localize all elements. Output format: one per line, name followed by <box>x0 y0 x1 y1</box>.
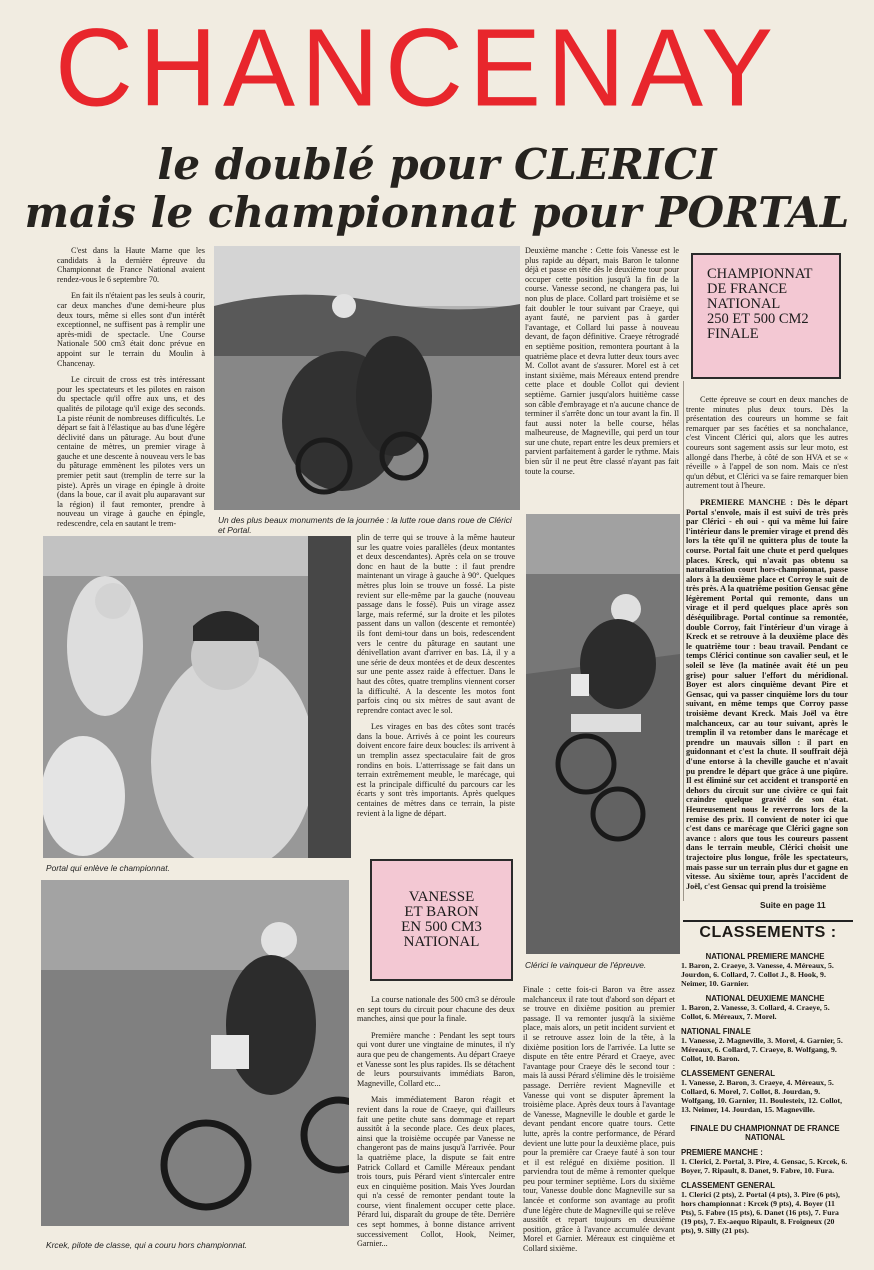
caption-photo-3: Clérici le vainqueur de l'épreuve. <box>525 960 647 970</box>
column-divider <box>683 381 684 901</box>
paragraph: Les virages en bas des côtes sont tracés dans la boue. Arrivés à ce point les coureurs doivent encore faire deux boucles: ils arrivent à un tremplin assez spectaculaire fait de gros rondins en bois. L'atterrissage se fait dans un terrain extrêmement meuble, le marécage, qui est la principale difficulté du parcours car les écarts y sont très importants. Après quelques centaines de mètres dans ce terrain, la piste revient à la ligne de départ. <box>357 722 515 818</box>
result-block <box>681 994 849 1021</box>
article-column-5 <box>357 995 515 1253</box>
result-text: 1. Vanesse, 2. Baron, 3. Craeye, 4. Méreaux, 5. Collard, 6. Morel, 7. Collot, 8. Jourdan, 9. Wolfgang, 10. Garnier, 11. Boulesteix, 12. Collot, 13. Neimer, 14. Jourdan, 15. Magneville. <box>681 1078 843 1114</box>
photo-clerici-portal-duel <box>214 246 520 510</box>
box-line: NATIONAL <box>403 934 480 950</box>
result-text: 1. Vanesse, 2. Magneville, 3. Morel, 4. Garnier, 5. Méreaux, 6. Collard, 7. Craeye, 8. Wolfgang, 9. Collot, 10. Baron. <box>681 1036 843 1063</box>
paragraph: PREMIERE MANCHE : Dès le départ Portal s'envole, mais il est suivi de très près par Clérici - eh oui - qui va même lui faire l'intérieur dans le premier virage et prend dès lors la tête qu'il ne quittera plus de toute la course. Portal fait une chute et perd quelques places. Kreck, qui n'avait pas obtenu sa naturalisation court hors-championnat, passe alors à la deuxième place et Corroy le suit de très près. A la quatrième position Gensac gêne légèrement Portal qui remonte, dans un virage et il perd quelques place après son déséquilibrage. Portal continue sa remontée, double Corroy, fait l'intérieur d'un virage à Kreck et se retrouve à la deuxième place dès le quatrième tour : beau travail. Pendant ce temps Clérici continue son cavalier seul, et le soleil se lève (la matinée avait été un peu grise) pour saluer l'effort du méridional. Boyer est alors cinquième devant Pire et Gensac, qui va passer cinquième lors du tour suivant, en même temps que Corroy passe troisième devant Kreck. Mais Joël va être malchanceux, car au tour suivant, après le tremplin il va retomber dans le marécage et prendre un mauvais sillon : il part en guidonnant et c'est la chute. Il souffrait déjà d'une entorse à la cheville gauche et n'avait pu prendre le départ que grâce à une piqûre. Il est éliminé sur cet accident et transporté en dehors du circuit sur une civière ce qui fait craindre quelque gravité de son état. Heureusement nous le reverrons lors de la remise des prix. Il convient de noter ici que c'est dans ce marécage que Clérici gagne son avance : alors que tous les coureurs passent dans le terrain meuble, Clérici choisit une trajectoire plus longue, frôle les spectateurs, mais passe sur un terrain plus dur et gagne en vitesse. Au sixième tour, après l'accident de Joël, c'est Gensac qui prend la troisième <box>686 497 848 891</box>
result-heading: NATIONAL DEUXIEME MANCHE <box>705 994 825 1003</box>
result-block <box>681 1148 849 1175</box>
result-heading: CLASSEMENT GENERAL <box>681 1069 776 1078</box>
classements-title: CLASSEMENTS : <box>683 920 853 942</box>
box-line: VANESSE <box>408 889 475 905</box>
box-line: ET BARON <box>404 904 479 920</box>
photo-clerici-winner <box>526 514 680 954</box>
result-heading: PREMIERE MANCHE : <box>681 1148 763 1157</box>
result-text: 1. Baron, 2. Craeye, 3. Vanesse, 4. Méreaux, 5. Jourdon, 6. Collard, 7. Collot J., 8. Hook, 9. Neimer, 10. Garnier. <box>681 961 834 988</box>
result-text: 1. Clerici, 2. Portal, 3. Pire, 4. Gensac, 5. Krcek, 6. Boyer, 7. Ripault, 8. Danet, 9. Fabre, 10. Fura. <box>681 1157 848 1175</box>
result-heading: FINALE DU CHAMPIONNAT DE FRANCE NATIONAL <box>690 1124 840 1142</box>
result-text: 1. Baron, 2. Vanesse, 3. Collard, 4. Craeye, 5. Collot, 6. Méreaux, 7. Morel. <box>681 1003 830 1021</box>
article-column-3 <box>525 246 679 508</box>
paragraph: plin de terre qui se trouve à la même hauteur sur les quatre voies parallèles (deux montantes et deux descendantes). Après cela on se trouve donc en haut de la butte : il faut prendre maintenant un virage à gauche à 90°. Quelques mètres plus loin se trouve un fossé. La piste revient sur elle-même par la gauche (nouveau passage dans le fossé). Puis un virage assez large, mais refermé, sur la droite et les pilotes passent dans un vallon (descente et remontée) ils font demi-tour dans un bois, redescendent vers le centre du pâturage en sautant une dénivellation avant d'arriver en bas. Là, il y a une série de deux montées et de deux descentes sur une pente assez raide à effectuer. Dans le haut des côtes, quatre tremplins viennent corser la difficulté. A la descente les motos font parfois cinq ou six mètres de saut avant de reprendre contact avec le sol. <box>357 533 515 715</box>
result-heading: CLASSEMENT GENERAL <box>681 1181 776 1190</box>
result-text: 1. Clerici (2 pts), 2. Portal (4 pts), 3. Pire (6 pts), hors championnat : Krcek (9 pts), 4. Boyer (11 Pts), 5. Fabre (15 pts), 6. Danet (16 pts), 7. Fura (19 pts), 7. Ex-aequo Ripault, 8. Froigneux (20 pts), 9. Silly (21 pts). <box>681 1190 841 1235</box>
result-heading: NATIONAL FINALE <box>681 1027 751 1036</box>
subtitle-line-1: le doublé pour CLERICI <box>157 140 717 189</box>
photo-portal-portrait <box>43 536 351 858</box>
article-column-6 <box>523 985 675 1257</box>
box-line: DE FRANCE <box>707 281 788 297</box>
article-column-1 <box>57 246 205 528</box>
results-list <box>681 946 849 1235</box>
paragraph: Cette épreuve se court en deux manches de trente minutes plus deux tours. Dès la présentation des coureurs un homme se fait remarquer par ses facéties et sa nonchalance, c'est Vincent Clérici qui, alors que les autres coureurs sont sagement assis sur leur moto, est allongé dans l'herbe, à côté de son HVA et se « réveille » à l'appel de son nom. Mais ce n'est qu'un début, et Clérici va se faire remarquer bien autrement tout à l'heure. <box>686 395 848 491</box>
paragraph: Deuxième manche : Cette fois Vanesse est le plus rapide au départ, mais Baron le talonne déjà et passe en tête dès le deuxième tour pour occuper cette position jusqu'à la fin de la course. Vanesse second, ne changera pas, lui non plus de place. Collard part troisième et se fait doubler le tour suivant par Craeye, qui ayant fauté, ne parvient pas à garder l'avantage, et Collard lui passe à nouveau devant, de façon définitive. Craeye rétrogradé en septième position, remontera pourtant à la quatrième place et devra lutter deux tours avec M. Collot avant de s'assurer. Morel est à cet instant sixième, mais Méreaux entend prendre cette place et double Collot qui devient septième. Garnier jusqu'alors huitième casse son câble d'embrayage et n'a aucune chance de terminer il s'arrête donc un tour avant la fin. Il faut aussi noter la belle course, hélas malheureuse, de Magneville, qui perd un tour sur une chute, repart entre les deux premiers et parvient parfaitement à garder le rythme. Mais bien sûr il ne peut être classé n'ayant pas fait toute la course. <box>525 246 679 476</box>
paragraph: La course nationale des 500 cm3 se déroule en sept tours du circuit pour chacune des deux manches, ainsi que pour la finale. <box>357 995 515 1024</box>
result-block <box>681 1181 849 1235</box>
result-block <box>681 1027 849 1063</box>
box-line: NATIONAL <box>707 296 781 312</box>
caption-photo-4: Krcek, pilote de classe, qui a couru hors championnat. <box>46 1240 248 1250</box>
headline-title: CHANCENAY <box>55 5 780 130</box>
box-line: CHAMPIONNAT <box>707 266 813 282</box>
result-block <box>681 1069 849 1114</box>
paragraph: Mais immédiatement Baron réagit et revient dans la roue de Craeye, qui d'ailleurs fait une petite chute sans dommage et repart aussitôt à la seconde place. Ces deux places, ainsi que la troisième occupée par Vanesse ne changeront pas de mains jusqu'à l'arrivée. Pour la quatrième place, la dispute se fait entre Patrick Collard et Camille Méreaux pendant trois tours, puis Pérard vient s'intercaler entre eux en cinquième position. Mais Yves Jourdan qui n'a cessé de remonter pendant toute la course, vient finalement occuper cette place. Pérard lui, disparaît du groupe de tête. Derrière ces sept hommes, à bonne distance arrivent successivement Collot, Hook, Neimer, Garnier... <box>357 1095 515 1249</box>
box-line: EN 500 CM3 <box>401 919 482 935</box>
photo-krcek <box>41 880 349 1226</box>
vanesse-baron-box <box>370 859 513 981</box>
paragraph: C'est dans la Haute Marne que les candidats à la dernière épreuve du Championnat de France National avaient rendez-vous le 6 septembre 70. <box>57 246 205 284</box>
result-block <box>681 1124 849 1142</box>
paragraph: Première manche : Pendant les sept tours qui vont durer une vingtaine de minutes, il n'y aura que peu de changements. Au départ Craeye et Vanesse sont les plus rapides. Ils se détachent de leurs poursuivants immédiats Baron, Magneville, Collard etc... <box>357 1030 515 1088</box>
result-heading: NATIONAL PREMIERE MANCHE <box>705 952 825 961</box>
subtitle-line-2: mais le championnat pour PORTAL <box>24 188 850 237</box>
caption-photo-2: Portal qui enlève le championnat. <box>46 863 170 873</box>
result-block <box>681 952 849 988</box>
suite-en-page: Suite en page 11 <box>760 900 826 910</box>
article-column-4 <box>686 395 848 895</box>
article-column-2 <box>357 533 515 853</box>
caption-photo-1: Un des plus beaux monuments de la journée : la lutte roue dans roue de Clérici et Portal. <box>218 515 512 535</box>
paragraph: Finale : cette fois-ci Baron va être assez malchanceux il rate tout d'abord son départ et se trouve en dixième position au premier passage. Il va remonter jusqu'à la sixième place, mais alors, un petit incident survient et il se retrouve assez loin de la tête, à la dixième position lors de l'arrivée. La lutte se dispute en tête entre Pérard et Craeye, avec l'avantage pour Craeye dès le second tour : mais là aussi Pérard s'élimine dès le troisième passage. Derrière revient Magneville et Vanesse qui vont se disputer âprement la troisième place. Après deux tours à l'avantage de Vanesse, Magneville le double et garde le devant pendant encore quatre tours. Cette lutte, après la contre performance, de Pérard devient une lutte pour la deuxième place, puis pour la première car Craeye fauté à son tour et il est relégué en dixième position. Il parviendra tout de même à remonter quelque peu pour terminer septième. Lors du sixième tour, Vanesse double donc Magneville sur sa lancée et conforme son avantage au profit d'une légère chute de Magneville qui se relève aussitôt et repart toujours en deuxième position, grâce à l'avance accumulée devant Morel et Garnier. Méreaux est cinquième et Collard sixième. <box>523 985 675 1254</box>
paragraph: Le circuit de cross est très intéressant pour les spectateurs et les pilotes en raison du spectacle qu'il offre aux uns, et des qualités de pilotage qu'il exige des seconds. La piste réunit de nombreuses difficultés. Le départ se fait à l'élastique au bas d'une légère déclivité dans un pâturage. Au bout d'une centaine de mètres, un premier virage à gauche et une descente à nouveau vers le bas du pâturage emmènent les pilotes vers un premier petit saut (tremplin de terre sur la piste). Après un virage en épingle à droite (dans la boue, car il avait plu auparavant sur la région) il faut remonter, prendre à nouveau un virage à gauche en épingle, redescendre, cela en sautant le trem- <box>57 375 205 528</box>
box-line: 250 ET 500 CM2 <box>707 311 809 327</box>
box-line: FINALE <box>707 326 759 342</box>
championship-box <box>691 253 841 379</box>
paragraph: En fait ils n'étaient pas les seuls à courir, car deux manches d'une demi-heure plus deux tours, même si elles sont d'un intérêt exceptionnel, ne suffisent pas à remplir une après-midi de spectacle. Une Course Nationale 500 cm3 était donc prévue en appoint sur le terrain du Moulin à Chancenay. <box>57 291 205 368</box>
